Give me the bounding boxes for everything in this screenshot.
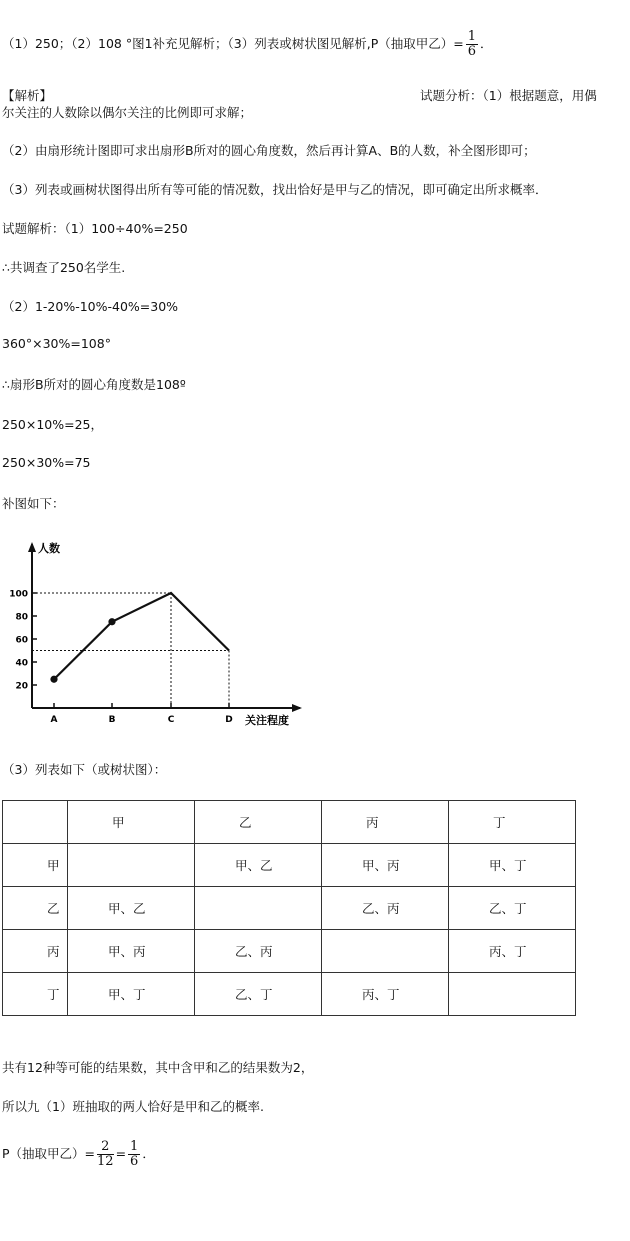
x-tick-label: B [108,715,116,725]
y-tick-label: 60 [15,635,28,646]
table-row-header: 乙 [3,887,68,930]
table-cell: 甲、丙 [68,930,195,973]
solution-line-3: （2）1-20%-10%-40%=30% [2,299,179,314]
y-tick-label: 20 [15,681,28,692]
table-row [3,973,576,1016]
final-fraction-1-denominator: 12 [97,1154,114,1169]
table-cell: 甲、乙 [68,887,195,930]
analysis-step-2: （2）由扇形统计图即可求出扇形B所对的圆心角度数，然后再计算A、B的人数，补全图形即可； [2,143,536,158]
table-row [3,887,576,930]
solution-line-11: 所以九（1）班抽取的两人恰好是甲和乙的概率. [2,1099,264,1114]
solution-line-6: 250×10%=25， [2,417,103,432]
table-cell: 乙、丁 [449,887,576,930]
final-fraction-2-denominator: 6 [130,1154,139,1169]
x-tick-label: A [50,715,58,725]
solution-line-1: 试题解析：（1）100÷40%=250 [2,221,188,236]
table-row-header: 丁 [3,973,68,1016]
table-cell: 丙、丁 [449,930,576,973]
table-header-row [3,801,576,844]
table-row-header: 丙 [3,930,68,973]
x-tick-label: D [225,715,233,725]
outcome-table [2,800,576,1016]
solution-line-4: 360°×30%=108° [2,336,111,351]
analysis-step-3: （3）列表或画树状图得出所有等可能的情况数，找出恰好是甲与乙的情况，即可确定出所求概率． [2,182,548,197]
table-cell: 甲、乙 [195,844,322,887]
final-fraction-2-numerator: 1 [130,1139,139,1154]
data-point [108,618,115,625]
table-cell [195,887,322,930]
y-axis-label: 人数 [38,542,60,555]
line-chart [0,530,340,735]
data-point [50,676,57,683]
solution-line-10: 共有12种等可能的结果数，其中含甲和乙的结果数为2， [2,1060,314,1075]
table-header-cell: 丁 [449,801,576,844]
solution-line-7: 250×30%=75 [2,455,91,470]
solution-line-2: ∴共调查了250名学生. [2,260,126,275]
table-header-cell: 乙 [195,801,322,844]
table-header-cell: 丙 [322,801,449,844]
final-fraction-1-numerator: 2 [97,1140,114,1155]
solution-line-8: 补图如下： [2,496,65,511]
table-cell: 甲、丁 [68,973,195,1016]
analysis-intro-continued: 尔关注的人数除以偶尔关注的比例即可求解； [2,105,253,120]
x-axis-label: 关注程度 [245,714,289,727]
table-cell [449,973,576,1016]
answer-suffix: ． [480,36,493,51]
solution-line-5: ∴扇形B所对的圆心角度数是108º [2,377,186,392]
data-series-line [54,593,229,679]
analysis-tag: 【解析】 [2,88,53,103]
x-tick-label: C [167,715,175,725]
table-cell: 乙、丙 [322,887,449,930]
table-cell [322,930,449,973]
answer-fraction-denominator: 6 [467,44,477,59]
answer-fraction [466,30,478,59]
table-row-header: 甲 [3,844,68,887]
table-row [3,930,576,973]
y-tick-label: 80 [15,612,28,623]
table-cell: 甲、丙 [322,844,449,887]
solution-line-9: （3）列表如下（或树状图）： [2,762,167,777]
y-axis-arrow [28,542,36,552]
answer-line [2,30,493,59]
final-prefix: P（抽取甲乙）= [2,1146,96,1161]
table-cell: 丙、丁 [322,973,449,1016]
final-equals: = [115,1146,127,1161]
table-header-cell: 甲 [68,801,195,844]
answer-prefix: （1）250；（2）108 °图1补充见解析；（3）列表或树状图见解析,P（抽取甲乙）= [2,36,464,51]
final-fraction-1 [97,1140,114,1169]
x-axis-arrow [292,704,302,712]
table-row [3,844,576,887]
final-probability [2,1140,155,1169]
table-cell: 甲、丁 [449,844,576,887]
table-header-cell [3,801,68,844]
table-cell [68,844,195,887]
final-suffix: ． [142,1146,155,1161]
answer-fraction-numerator: 1 [467,29,477,44]
y-tick-label: 100 [9,589,28,600]
table-cell: 乙、丙 [195,930,322,973]
final-fraction-2 [128,1140,140,1169]
y-tick-label: 40 [15,658,28,669]
table-cell: 乙、丁 [195,973,322,1016]
analysis-intro: 试题分析：（1）根据题意，用偶 [420,88,597,103]
